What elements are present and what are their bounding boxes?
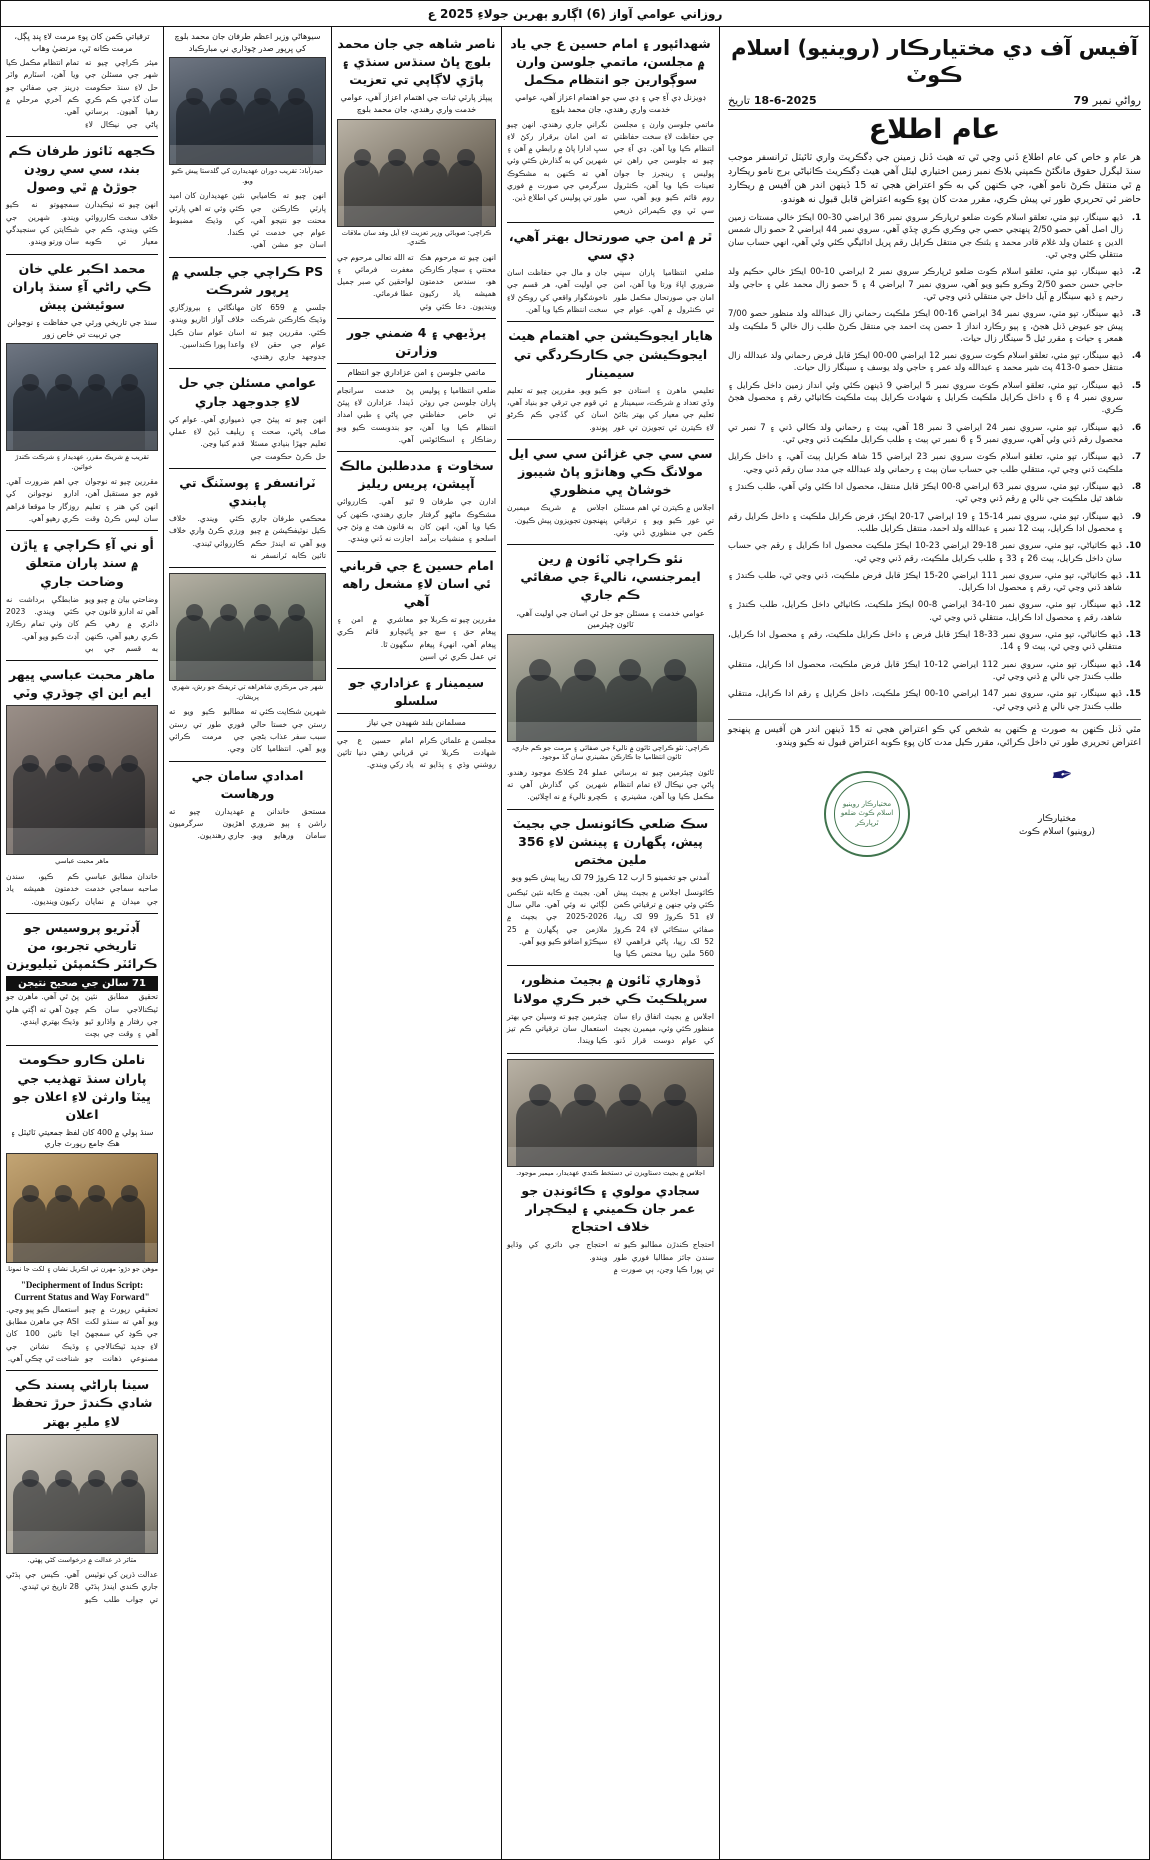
article-body: اجلاس ۾ بجيٽ اتفاق راءِ سان منظور ڪئي وئي، ميمبرن بجيٽ کي عوام دوست قرار ڏنو. چيئرمين چيو ته وسيلن جي بهتر استعمال سان ترقياتي ڪم تيز ڪيا ويندا. — [507, 1011, 714, 1046]
article-figure — [6, 1153, 158, 1275]
stamp-inner-text: مختيارڪار روينيو اسلام ڪوٽ ضلعو ٿرپارڪر — [834, 781, 900, 847]
masthead-text: روزاني عوامي آواز (6) اڳارو ٻهرين جولاءِ 2025 ع — [427, 6, 723, 21]
notice-item — [728, 540, 1141, 565]
notice-item-text: ڏيھ سينگار، تپو مٺي، تعلقو اسلام ڪوٽ سروي نمبر 12 ايراضي 00-00 ايڪڙ قابل فرض رحماني ولد عبدالله زال منتقل حصو 0-413 پٽ شير محمد ۽ عبدالله ولد عمر ۽ حاجي ولد يوسف ۽ سينگار زال حيات. — [728, 351, 1123, 374]
section-divider — [6, 1370, 158, 1371]
notice-item — [728, 659, 1141, 684]
article-headline[interactable]: ڏوهاري ٽائون ۾ بجيٽ منظور، سرپلڪيٽ ڪي خبر ڪري مولانا — [513, 972, 708, 1006]
article-kicker: عوامي خدمت ۽ مسئلن جو حل ئي اسان جي اوليت آهي، ٽائون چيئرمين — [516, 608, 705, 630]
photo-foreground-band — [338, 206, 495, 225]
section-divider — [507, 222, 714, 223]
article-body: ضلعي انتظاميا ۽ پوليس پاران جلوسن جي روٽن تي خاص حفاظتي انتظام ڪيا ويا آهن، رضاڪار ۽ اسڪائوٽس پڻ خدمت سرانجام ڏيندا. عزادارن لاءِ پيئڻ جي پاڻي ۽ طبي امداد جو بندوبست ڪيو ويو آهي. — [337, 385, 496, 444]
article-headline[interactable]: آڊٽريو پروسيس جو تاريخي تجربو، من ڪرائٽر ڪئمپئن ٽيليويزن — [6, 919, 158, 972]
article-headline[interactable]: محمد اڪبر علي خان ڪي راڻي آءِ سنڌ پاران سوئيشن پيش — [12, 260, 152, 312]
article-kicker: ڊويزنل ڊي آءِ جي ۽ ڊي سي جو اهتمام اعزاز آهي، عوامي خدمت واري رهندي، جان محمد بلوچ — [515, 93, 706, 114]
photo-head-shape — [88, 1185, 105, 1202]
article-body: مستحق خاندانن ۾ راشن ۽ ٻيو ضروري سامان ورهايو ويو. عهديدارن چيو ته اهڙيون سرگرميون جاري رهنديون. — [169, 806, 326, 841]
reg-number: 79 — [1073, 93, 1089, 107]
photo-head-shape — [55, 1185, 72, 1202]
section-divider — [6, 660, 158, 661]
article-body: ٽائون چيئرمين چيو ته برساتي پاڻي جي نيڪال لاءِ تمام انتظام مڪمل ڪيا ويا آهن، مشينري ۽ عملو 24 ڪلاڪ موجود رهندو. شهرين کي گذارش آهي ته ڪچرو ناليءَ ۾ نه اڇلائين. — [507, 767, 714, 802]
photo-caption: اجلاس ۾ بجيٽ دستاويزن تي دستخط ڪندي عهديدار، ميمبر موجود. — [516, 1168, 705, 1177]
article-body: احتجاج ڪندڙن مطالبو ڪيو ته سندن جائز مطالبا فوري طور تي پورا ڪيا وڃن، ٻي صورت ۾ احتجاج جي دائري کي وڌايو ويندو. — [507, 1240, 714, 1275]
article-kicker: سيوهاڻي وزير اعظم طرفان جان محمد بلوچ کي ڀرپور صدر چوڌاري ني مبارڪباد — [174, 32, 321, 53]
notice-item-text: ڏيھ سينگار، تپو مٺي، تعلقو اسلام ڪوٽ سروي نمبر 23 ايراضي 15 شاھ ڪرايل ٻيٽ آهي، ۽ داخل ڪرايل ملڪيت ڏني وڃي ٿي، منتقلي طلب جي حساب سان ٻيٽ ۽ رحماني ولد عبدالله جي مدد سان رقم ڏني وڃي. — [728, 452, 1123, 475]
photo-image — [6, 1434, 158, 1554]
notice-item — [728, 570, 1141, 595]
notice-item-number: 8. — [1131, 481, 1141, 492]
section-divider — [6, 136, 158, 137]
notice-date — [728, 94, 817, 107]
notice-item — [728, 629, 1141, 654]
article-body: ضلعي انتظاميا پاران سڀني ضروري اپاءَ ورتا ويا آهن، امن امان جي صورتحال مڪمل طور تي ڪنٽرول ۾ آهي. عوام جي جان و مال جي حفاظت اسان جي اوليت آهي، هر قسم جي ناخوشگوار واقعي کي روڪڻ لاءِ سخت انتظام ڪيا ويا آهن. — [507, 268, 714, 315]
article-body: وضاحتي بيان ۾ چيو ويو آهي ته ادارو قانون جي دائري ۾ رهي ڪم ڪري رهيو آهي، ڪنهن به قسم جي بي ضابطگي برداشت نه ڪئي ويندي. 2023 کان وٺي تمام رڪارڊ آڊٽ ڪيو ويو آهي. — [6, 594, 158, 653]
notice-item — [728, 481, 1141, 506]
masthead — [1, 1, 1149, 27]
section-divider — [169, 567, 326, 568]
photo-foreground-band — [7, 1531, 157, 1552]
photo-image — [169, 57, 326, 165]
notice-item-number: 3. — [1131, 309, 1141, 320]
notice-meta-row — [728, 94, 1141, 110]
article-headline[interactable]: شهدائپور ۽ امام حسين ع جي ياد ۾ مجلسن، ماتمي جلوسن وارن سوڳوارين جو انتظام مڪمل — [510, 36, 711, 88]
article-body: انهن چيو ته مرحوم هڪ محنتي ۽ سچار ڪارڪن هو، سندس خدمتون هميشه ياد رکيون وينديون. دعا ڪئي وئي ته الله تعالى مرحوم جي مغفرت فرمائي ۽ لواحقين کي صبر جميل عطا فرمائي. — [337, 252, 496, 311]
notice-item-text: ڏيھ ڪاٺياڻي، تپو مٺي، سروي نمبر 18-29 ايراضي 23-10 ايڪڙ ملڪيت محصول ادا ڪرايل ۽ رقم جي حساب سان داخل ڪرايل، ٻيٽ 26 ۽ 33 ۽ طلب ڪرايل ملڪيت، رقم ڏني وڃي ٿي. — [728, 541, 1122, 564]
photo-head-shape — [220, 88, 237, 105]
photo-image — [6, 343, 158, 451]
photo-foreground-band — [170, 145, 325, 164]
official-stamp-icon — [824, 771, 910, 857]
notice-item-number: 10. — [1125, 541, 1141, 552]
photo-head-shape — [254, 604, 271, 621]
photo-image — [6, 1153, 158, 1263]
section-divider — [337, 451, 496, 452]
news-column-c — [501, 27, 719, 1859]
article-subhead: مسلمانن بلند شهيدن جي نياز — [337, 713, 496, 731]
reg-label: رواڻي نمبر — [1092, 93, 1141, 107]
article-headline[interactable]: ماهر محبت عباسي ڀيهر ايم اين اي چوڌري وٽي — [8, 667, 156, 701]
photo-image — [337, 119, 496, 227]
article-headline[interactable]: ڪجهه ٽائوز طرفان ڪم بند، سي سي روڊن جوڙڻ ۾ ٿي وصول — [8, 142, 156, 195]
notice-item-number: 5. — [1131, 380, 1141, 391]
signatory-title: مختيارڪار — [1037, 813, 1077, 824]
article-kicker: سنڌ جي تاريخي ورثي جي حفاظت ۽ نوجوانن جي تربيت تي خاص زور — [7, 317, 157, 339]
notice-heading: عام اطلاع — [868, 113, 1001, 145]
photo-foreground-band — [7, 828, 157, 855]
photo-caption: ڪراچي: صوبائي وزير تعزيت لاءِ آيل وفد سان ملاقات ڪندي. — [341, 228, 492, 247]
notice-item — [728, 451, 1141, 476]
photo-head-shape — [22, 755, 39, 772]
notice-intro: هر عام و خاص کي عام اطلاع ڏني وڃي ٿي ته هيٺ ڏنل زمينن جي ڊگڪريٽ واري ٽائيٽل ٽرانسفر موجب سنڌ ليگرل حقوق مانگئڻ ڪمپني بلاڪ نمبر زمين اختياري ليٽل آهي هيٺ ڊگڪريٽ ڪاٺياڻي برج نامو ريڪارڊ ۾ ٿي منتقل ڪرڻ نامو آهي، جي ڪنهن کي به ڪو اعتراض هجي ته 15 ڏينهن اندر هن آفيس ۾ ريڪارڊ حاضر ٿي تحريري طور تي پيش ڪري، مقرر مدت کان پوءِ ڪوبه اعتراض قابل قبول نه هوندو. — [728, 151, 1142, 205]
photo-head-shape — [288, 604, 305, 621]
notice-item-text: ڏيھ سينگار، تپو مٺي، سروي نمبر 63 ايراضي 8-00 ايڪڙ قابل منتقل، محصول ادا ڪئي وئي آهي، طلب ڪندڙ ۽ شاهد ٿيل ملڪيت جي نالي ۾ رقم ڏني وڃي ٿي. — [728, 481, 1123, 505]
article-body: انهن چيو ته ٺيڪيدارن خلاف سخت ڪارروائي ڪئي ويندي، ڪم جي معيار تي ڪوبه سمجهوتو نه ڪيو ويندو. شهرين جي شڪايتن کي سنجيدگي سان ورتو ويندو. — [6, 200, 158, 247]
notice-item — [728, 599, 1141, 624]
section-divider — [6, 254, 158, 255]
article-body: اجلاس ۾ ڪيترن ئي اهم مسئلن تي غور ڪيو ويو ۽ ترقياتي ڪمن جي منظوري ڏني وئي. اجلاس ۾ شريڪ ميمبرن پنهنجون تجويزون پيش ڪيون. — [507, 503, 714, 537]
section-divider — [507, 809, 714, 810]
notice-item — [728, 308, 1141, 345]
article-headline[interactable]: نئو ڪراچي ٽائون ۾ رين ايمرجنسي، ناليءَ جي صفائي ڪم جاري — [520, 551, 701, 603]
photo-head-shape — [121, 1470, 138, 1487]
article-headline[interactable]: هايار ايجوڪيشن جي اهتمام هيٺ ايجوڪيشن جي ڪارڪردگي تي سيمينار — [508, 328, 713, 380]
handwritten-signature: ✒︎ — [1047, 759, 1073, 793]
article-figure — [169, 573, 326, 702]
article-kicker: ترقياتي ڪمن کان پوءِ مرمت لاءِ ڀنڊ ڀڳل، مرمت ڪانه ٿي، مرتضيٰ وهاب — [14, 32, 150, 53]
notice-item-number: 4. — [1131, 351, 1141, 362]
section-divider — [507, 965, 714, 966]
signatory-office: (روينيو) اسلام ڪوٽ — [1019, 826, 1095, 837]
article-kicker: آمدني جو تخمينو 5 ارب 12 ڪروڙ 79 لک رپيا پيش ڪيو ويو — [511, 873, 710, 883]
notice-item — [728, 212, 1141, 261]
article-headline[interactable]: پرڏيهي ۽ 4 ضمني جور وزارتن — [346, 325, 487, 359]
article-headline[interactable]: أو ني آءِ ڪراچي ۽ ڀاڙن ۾ سند پاران متعلق وضاحت جاري — [10, 537, 154, 589]
article-headline[interactable]: سينا ٻاراڻي پسند ڪي شادي ڪندڙ حرڙ تحفظ لاءِ مليرِ بهتر — [11, 1377, 153, 1429]
photo-image — [507, 1059, 714, 1167]
article-body: مجلسن ۾ علمائن ڪرام شهادت ڪربلا تي روشني وڌي ۽ ٻڌايو ته امام حسين ع جي قرباني رهتي دنيا تائين ياد رکي ويندي. — [337, 735, 496, 770]
photo-head-shape — [55, 755, 72, 772]
section-divider — [6, 1045, 158, 1046]
article-figure — [169, 57, 326, 186]
photo-caption: شهر جي مرڪزي شاهراهه تي ٽريفڪ جو رش، شهري پريشان. — [171, 683, 324, 701]
notice-item — [728, 380, 1141, 417]
notice-item-text: ڏيھ ڪاٺياڻي، تپو مٺي، سروي نمبر 111 ايراضي 20-15 ايڪڙ قابل فرض ملڪيت، ڏني وڃي ٿي، طلب ڪندڙ ۽ شاهد ڏني وڃي ٿي، رقم ۽ محصول ادا ڪرايل. — [728, 570, 1122, 594]
section-divider — [6, 530, 158, 531]
photo-head-shape — [220, 604, 237, 621]
section-divider — [169, 368, 326, 369]
page-columns — [1, 27, 1149, 1859]
photo-head-shape — [121, 755, 138, 772]
article-figure — [507, 1059, 714, 1179]
notice-item-number: 12. — [1125, 600, 1141, 611]
article-headline[interactable]: سيمينار ۽ عزاداري جو سلسلو — [348, 675, 485, 709]
article-body: محڪمي طرفان جاري ڪيل نوٽيفڪيشن ۾ چيو ويو آهي ته ايندڙ حڪم تائين ڪابه ٽرانسفر نه ڪئي ويندي. خلاف ورزي ڪرڻ واري خلاف ڪارروائي ٿيندي. — [169, 514, 326, 561]
notice-item-number: 1. — [1131, 213, 1141, 224]
notice-item-number: 7. — [1131, 452, 1141, 463]
signatory-block — [1019, 813, 1095, 838]
photo-head-shape — [186, 88, 203, 105]
photo-head-shape — [254, 88, 271, 105]
photo-head-shape — [88, 374, 105, 391]
article-figure — [337, 119, 496, 248]
photo-foreground-band — [7, 431, 157, 450]
article-body: شهرين شڪايت ڪئي ته رستن جي خستا حالي سبب سفر عذاب بڻجي ويو آهي. انتظاميا کان مطالبو ڪيو ويو ته فوري طور تي رستن جي مرمت ڪرائي وڃي. — [169, 707, 326, 754]
photo-caption: موهن جو دڙو: مهرن تي اڪريل نشان ۽ لکت جا نمونا. — [6, 1265, 158, 1274]
section-divider — [507, 439, 714, 440]
article-headline[interactable]: ناصر شاهه جي جان محمد بلوچ ڀاڻ سنڌس سنڌي ۽ پاڙي لاڳاپي تي تعزيت — [337, 36, 496, 88]
article-headline[interactable]: عوامي مسئلن جي حل لاءِ جدوجهد جاري — [178, 375, 317, 409]
article-headline[interactable]: امدادي سامان جي ورهاست — [191, 767, 304, 801]
notice-item-text: ڏيھ سينگار، تپو مٺي، تعلقو اسلام ڪوٽ سروي نمبر 5 ايراضي 9 ڏينهن ڪئي وئي انداز زمين داخل ڪرايل ۽ سروي نمبر 4 ۽ 6 ۽ داخل ڪرايل ملڪيت ڪرايل ۽ شهادت ڪرايل ٻيٽ ملڪيت ڪاٺياڻي رقم ۽ محصول هجڻ ڪري. — [728, 380, 1124, 416]
section-divider — [6, 913, 158, 914]
photo-head-shape — [22, 374, 39, 391]
article-body: ماتمي جلوسن وارن ۽ مجلسن جي حفاظت لاءِ سخت حفاظتي انتظام ڪيا ويا آهن. ڊي آءِ جي چيو ته جلوسن جي راهن تي پوليس ۽ رينجرز جا جوان تعينات ڪيا ويا آهن، ڪنٽرول روم قائم ڪيو ويو آهي، سي سي ٽي وي ڪيمرائن ذريعي نگراني جاري رهندي. انهن چيو ته امن امان برقرار رکڻ لاءِ سڀ ادارا پاڻ ۾ رابطي ۾ آهن ۽ شهرين کي به گذارش ڪئي وئي آهي ته ڪنهن به مشڪوڪ سرگرمي جي صورت ۾ فوري طور تي پوليس کي اطلاع ڏين. — [507, 119, 714, 215]
photo-caption: حيدرآباد: تقريب دوران عهديدارن کي گلدستا پيش ڪيو ويو. — [171, 167, 324, 185]
notice-footer: مٿي ڏنل ڪنهن به صورت ۾ ڪنهن به شخص کي ڪو اعتراض هجي ته 15 ڏينهن اندر هن آفيس ۾ پنهنجو اعتراض تحريري طور تي داخل ڪرائي، مقرر ڪيل مدت کان پوءِ ڪوبه اعتراض قبول نه ڪيو ويندو. — [728, 719, 1141, 751]
article-body: عدالت ڌرين کي نوٽيس جاري ڪندي ايندڙ ٻڌڻي تي جواب طلب ڪيو آهي. ڪيس جي ٻڌڻي 28 تاريخ تي ٿيندي. — [6, 1570, 158, 1604]
article-kicker: پيپلز پارٽي ثبات جي اهتمام اعزاز آهي، عوامي خدمت واري رهندي، جان محمد بلوچ — [340, 93, 493, 114]
section-divider — [507, 544, 714, 545]
notice-item-number: 15. — [1125, 689, 1141, 700]
photo-caption: ماهر محبت عباسي — [55, 857, 109, 866]
photo-head-shape — [457, 149, 474, 166]
notice-item-text: ڏيھ ڪاٺياڻي، تپو مٺي، سروي نمبر 33-18 ايڪڙ قابل فرض ۽ داخل ڪرايل ملڪيت، رقم ۽ محصول ادا ڪرايل، منتقلي ڏني وڃي ٿي، ٻيٽ 9 ۽ 14. — [728, 630, 1122, 653]
article-body: تعليمي ماهرن ۽ استادن جو وڏي تعداد ۾ شرڪت، سيمينار ۾ تعليم جي معيار کي بهتر بڻائڻ لاءِ ڪيترن ئي تجويزن تي غور ڪيو ويو. مقررين چيو ته تعليم ئي قوم جي ترقي جو بنياد آهي، اسان کي گڏجي ڪم ڪرڻو پوندو. — [507, 385, 714, 432]
photo-head-shape — [22, 1185, 39, 1202]
notice-item-text: ڏيھ سينگار، تپو مٺي، سروي نمبر 24 ايراضي 3 نمبر 18 آهي، ٻيٽ ۽ رحماني ولد ڪالي ڏني ۽ 7 نمبر تي محصول رقم ڏني وئي آهي، سروي نمبر 5 ۽ 6 نمبر تي ٻيٽ ۽ طلب ڪرايل ملڪيت ڏني وڃي ٿي. — [728, 422, 1124, 446]
article-body: تحقيقي رپورٽ ۾ چيو ويو آهي ته سنڌو لکت جي ڪوڊ کي سمجهڻ لاءِ جديد ٽيڪنالاجي ۽ مصنوعي ذهانت جو استعمال ڪيو پيو وڃي. ASI جي ماهرن مطابق اڃا تائين 100 کان وڌيڪ نشانن جي شناخت ٿي چڪي آهي. — [6, 1304, 158, 1363]
section-divider — [507, 321, 714, 322]
office-title: آفيس آف دي مختيارڪار (روينيو) اسلام ڪوٽ — [731, 36, 1138, 88]
article-figure — [6, 343, 158, 472]
english-title: "Decipherment of Indus Script: Current Status and Way Forward" — [14, 1279, 150, 1303]
photo-head-shape — [121, 374, 138, 391]
notice-item-text: ڏيھ سينگار، تپو مٺي، سروي نمبر 147 ايراضي 10-00 ايڪڙ ملڪيت، داخل ڪرايل ۽ رقم ادا ڪرايل، منتقلي طلب ڪندڙ جي نالي ۾ ڏني وڃي ٿي. — [728, 689, 1122, 712]
photo-caption: متاثر ڌر عدالت ۾ درخواست کڻي پهتي. — [27, 1555, 137, 1564]
photo-caption: تقريب ۾ شريڪ مقرر، عهديدار ۽ شرڪت ڪندڙ خواتين. — [15, 453, 149, 471]
photo-image — [6, 705, 158, 855]
notice-item-number: 6. — [1131, 422, 1141, 433]
article-body: خاندان مطابق عباسي صاحبه سماجي خدمت جي ميدان ۾ نمايان ڪم ڪيو، سندن خدمتون هميشه ياد رکيون وينديون. — [6, 871, 158, 906]
article-body: مقررين چيو ته ڪربلا جو پيغام حق ۽ سچ جو پيغام آهي، انهيءَ پيغام تي عمل ڪري ئي اسين معاشري ۾ امن ۽ ڀائيچارو قائم ڪري سگهون ٿا. — [337, 614, 496, 661]
section-divider — [337, 551, 496, 552]
notice-item — [728, 422, 1141, 447]
highlight-banner: 71 سالن جي صحيح نتيجن — [6, 976, 158, 991]
notice-item-text: ڏيھ سينگار، تپو مٺي، سروي نمبر 14-15 ۽ 19 ايراضي 17-20 ايڪڙ، فرض ڪرايل ملڪيت ۽ داخل ڪرايل رقم ۽ محصول ادا ڪرايل، ٻيٽ 12 نمبر ۽ عبدالله ولد احمد، منتقل ڪرايل طلب. — [728, 511, 1123, 534]
notice-item — [728, 350, 1141, 375]
article-body: انهن چيو ته پيئڻ جي صاف پاڻي، صحت ۽ تعليم جهڙا بنيادي مسئلا حل ڪرڻ حڪومت جي ذميواري آهي. عوام کي ريليف ڏيڻ لاءِ عملي قدم کنيا وڃن. — [169, 414, 326, 461]
article-headline[interactable]: سي سي جي غزائن سي سي ايل مولانگ ڪي وهانڙو پاڻ شيبوز خوشاڻ ڀي منظوري — [508, 445, 713, 498]
notice-item-text: ڏيھ سينگار، تپو مٺي، سروي نمبر 10-34 ايراضي 8-00 ايڪڙ ملڪيت، ڪاٺياڻي داخل ڪرايل، طلب ڪندڙ ۽ شاهد، رقم ۽ محصول ادا ڪرايل، منتقلي ڏني وڃي ٿي. — [728, 600, 1122, 623]
article-body: تحقيق مطابق نئين ٽيڪنالاجي سان ڪم جي رفتار ۾ واڌارو ٿيو آهي ۽ وقت جي بچت پڻ ٿي آهي. ماهرن جو چوڻ آهي ته اڳتي هلي وڌيڪ بهتري ايندي. — [6, 992, 158, 1039]
news-column-d — [331, 27, 501, 1859]
date-value: 18-6-2025 — [753, 93, 817, 107]
section-divider — [169, 468, 326, 469]
photo-head-shape — [354, 149, 371, 166]
notice-item-text: ڏيھ سينگار، تپو مٺي، تعلقو اسلام ڪوٽ ضلعو ٿرپارڪر سروي نمبر 36 ايراضي 30-00 ايڪڙ خالي مستات زمين زال اصل آهي حصو 2/50 پنهنجي حصي جي وڪري ڪري ڇڏي آهي، سروي نمبر 44 ايراضي 2 حصو زال شمس الدين ۽ عثمان ولد غلام قادر محمد ۽ بئنڪ جي منتقل ڪرايل رقم ڀريل ادائيگي ڪئي وئي آهي، انهي حساب سان منتقلي ڪئي وڃي ٿي. — [728, 213, 1123, 260]
photo-head-shape — [22, 1470, 39, 1487]
notice-item-list — [728, 212, 1141, 713]
section-divider — [507, 1053, 714, 1054]
article-body: مقررين چيو ته نوجوان قوم جو مستقبل آهن، انهن کي هنر ۽ تعليم سان ليس ڪرڻ وقت جي اهم ضرورت آهي. ادارو نوجوانن کي روزگار جا موقعا فراهم ڪري رهيو آهي. — [6, 477, 158, 524]
signature-area — [728, 755, 1141, 865]
photo-foreground-band — [508, 722, 713, 741]
photo-head-shape — [88, 755, 105, 772]
notice-item-text: ڏيھ سينگار، تپو مٺي، سروي نمبر 112 ايراضي 12-10 ايڪڙ قابل فرض ملڪيت، محصول ادا ڪرايل، منتقلي طلب ڪندڙ جي نالي ۾ ڏني وڃي ٿي. — [728, 659, 1122, 683]
article-body: جلسي ۾ 659 کان وڌيڪ ڪارڪنن شرڪت ڪئي. مقررين چيو ته عوام جي حقن لاءِ جدوجهد جاري رهندي، مهانگائي ۽ بيروزگاري خلاف آواز اٿاريو ويندو. اسان عوام سان ڪيل واعدا پورا ڪنداسين. — [169, 302, 326, 362]
article-headline[interactable]: امام حسين ع جي قرباني ئي اسان لاءِ مشعل راهه آهي — [339, 557, 494, 609]
photo-image — [169, 573, 326, 681]
notice-item-text: ڏيھ سينگار، تپو مٺي، تعلقو اسلام ڪوٽ ضلعو ٿرپارڪر سروي نمبر 2 ايراضي 10-00 ايڪڙ خالي حڪيم ولد حاجي حسن حصو 2/50 وڪرو ڪيو ويو آهي، سروي نمبر 7 ايراضي 4 ۽ 5 حصو زال محمد علي ۽ حاجي ولد رحيم ۽ ڏيھ سينگار ۾ آيل داخل جي منتقلي ڏني وڃي ٿي. — [728, 267, 1123, 302]
photo-head-shape — [55, 374, 72, 391]
photo-foreground-band — [170, 661, 325, 680]
section-divider — [337, 668, 496, 669]
notice-item-number: 2. — [1131, 267, 1141, 278]
public-notice-column — [719, 27, 1149, 1859]
article-subhead: ماتمي جلوسن ۽ امن عزاداري جو انتظام — [337, 363, 496, 381]
article-headline[interactable]: ٿر ۾ امن جي صورتحال بهتر آهي، ڊي سي — [508, 228, 713, 263]
news-column-f — [1, 27, 163, 1859]
article-body: ميئر ڪراچي چيو ته شهر جي مسئلن جي حل لاءِ سنڌ حڪومت سان گڏجي ڪم ڪري رهيا آهيون. برساتي پاڻي جي نيڪال لاءِ تمام انتظام مڪمل ڪيا ويا آهن، اسٽارم واٽر ڊرينز جي صفائي جو ڪم آخري مرحلي ۾ آهي. — [6, 58, 158, 129]
article-kicker: سنڌ ٻولي ۾ 400 کان لفظ جمعيتي ٽائيٽل ۽ هڪ جامع رپورٽ جاري — [10, 1127, 154, 1149]
article-headline[interactable]: PS ڪراچي جي جلسي ۾ ڀرپور شرڪت — [171, 263, 324, 297]
section-divider — [169, 257, 326, 258]
article-headline[interactable]: سخاوت ۽ مددطلبن مالڪ آپيشن، پريس ريليز — [339, 458, 494, 492]
section-divider — [337, 318, 496, 319]
article-body: ادارن جي طرفان 9 مشڪوڪ ماڻهو گرفتار ڪيا ويا آهن، انهن کان اسلحو ۽ منشيات برآمد ٿيو آهي. ڪارروائي جاري رهندي، ڪنهن کي به قانون هٿ ۾ وٺڻ جي اجازت نه ڏني ويندي. — [337, 497, 496, 544]
notice-item-number: 9. — [1131, 511, 1141, 522]
photo-foreground-band — [508, 1147, 713, 1166]
photo-head-shape — [186, 604, 203, 621]
article-headline[interactable]: سڪ ضلعي ڪائونسل جي بجيٽ پيش، پگهارن ۽ پينشن لاءِ 356 ملين مختص — [512, 815, 709, 867]
article-headline[interactable]: ٽرانسفر ۽ پوسٽنگ تي پابندي — [179, 474, 316, 508]
article-headline[interactable]: ناملن ڪارو حڪومت پاران سنڌ تهذيب جي ڀيٽا وارثن لاءِ اعلان جو اعلان — [13, 1052, 151, 1122]
notice-item-number: 14. — [1125, 659, 1141, 670]
notice-item-text: ڏيھ سينگار، تپو مٺي، سروي نمبر 34 ايراضي 16-00 ايڪڙ ملڪيت رحماني زال عبدالله ولد منظور حصو 7/00 پيش جو عيوض ڏنل هجڻ، ۽ ٻيو رڪارڊ انداز 1 حصن پٽ احمد جي منتقل ڪرڻ طلب زال خالي 5 ملڪيت ولد همعر ۽ حيات ۽ مقرر ٿيل 5 سينگار زال حيات. — [728, 309, 1124, 344]
article-headline[interactable]: سجادي مولوي ۽ ڪائونڊن جو عمر جان ڪميني ۽ ليڪچرار خلاف احتجاج — [521, 1183, 700, 1235]
article-figure — [6, 705, 158, 867]
photo-head-shape — [121, 1185, 138, 1202]
date-label: تاريخ — [728, 93, 750, 107]
photo-head-shape — [55, 1470, 72, 1487]
article-figure — [6, 1434, 158, 1566]
notice-item — [728, 266, 1141, 303]
article-body: انهن چيو ته ڪاميابي پارٽي ڪارڪنن جي محنت جو نتيجو آهي، عوام جي خدمت ئي اسان جو مشن آهي. نئين عهديدارن کان اميد ڪئي وئي ته اهي پارٽي کي وڌيڪ مضبوط ڪندا. — [169, 191, 326, 250]
photo-foreground-band — [7, 1243, 157, 1262]
news-column-e — [163, 27, 331, 1859]
notice-item-number: 11. — [1125, 570, 1141, 581]
notice-item-number: 13. — [1125, 630, 1141, 641]
notice-item — [728, 511, 1141, 536]
photo-head-shape — [388, 149, 405, 166]
notice-item — [728, 688, 1141, 713]
article-body: ڪائونسل اجلاس ۾ بجيٽ پيش ڪئي وئي جنهن ۾ ترقياتي ڪمن لاءِ 51 ڪروڙ 99 لک رپيا، صفائي ستڪائي لاءِ 24 ڪروڙ 52 لک رپيا، پاڻي فراهمي لاءِ 560 ملين رپيا مختص ڪيا ويا آهن. بجيٽ ۾ ڪابه نئين ٽيڪس لڳائي نه وئي آهي. مالي سال 2026-2025 جي بجيٽ ۾ ملازمن جي پگهارن ۾ 25 سيڪڙو اضافو ڪيو ويو آهي. — [507, 887, 714, 959]
section-divider — [169, 761, 326, 762]
photo-caption: ڪراچي: نئو ڪراچي ٽائون ۾ ناليءَ جي صفائي ۽ مرمت جو ڪم جاري، ٽائون انتظاميا جا ڪارڪن مشينري سان گڏ موجود. — [511, 743, 710, 762]
photo-head-shape — [529, 1084, 552, 1107]
photo-head-shape — [288, 88, 305, 105]
article-figure — [507, 634, 714, 763]
notice-reg — [1073, 94, 1141, 107]
photo-head-shape — [88, 1470, 105, 1487]
photo-image — [507, 634, 714, 742]
